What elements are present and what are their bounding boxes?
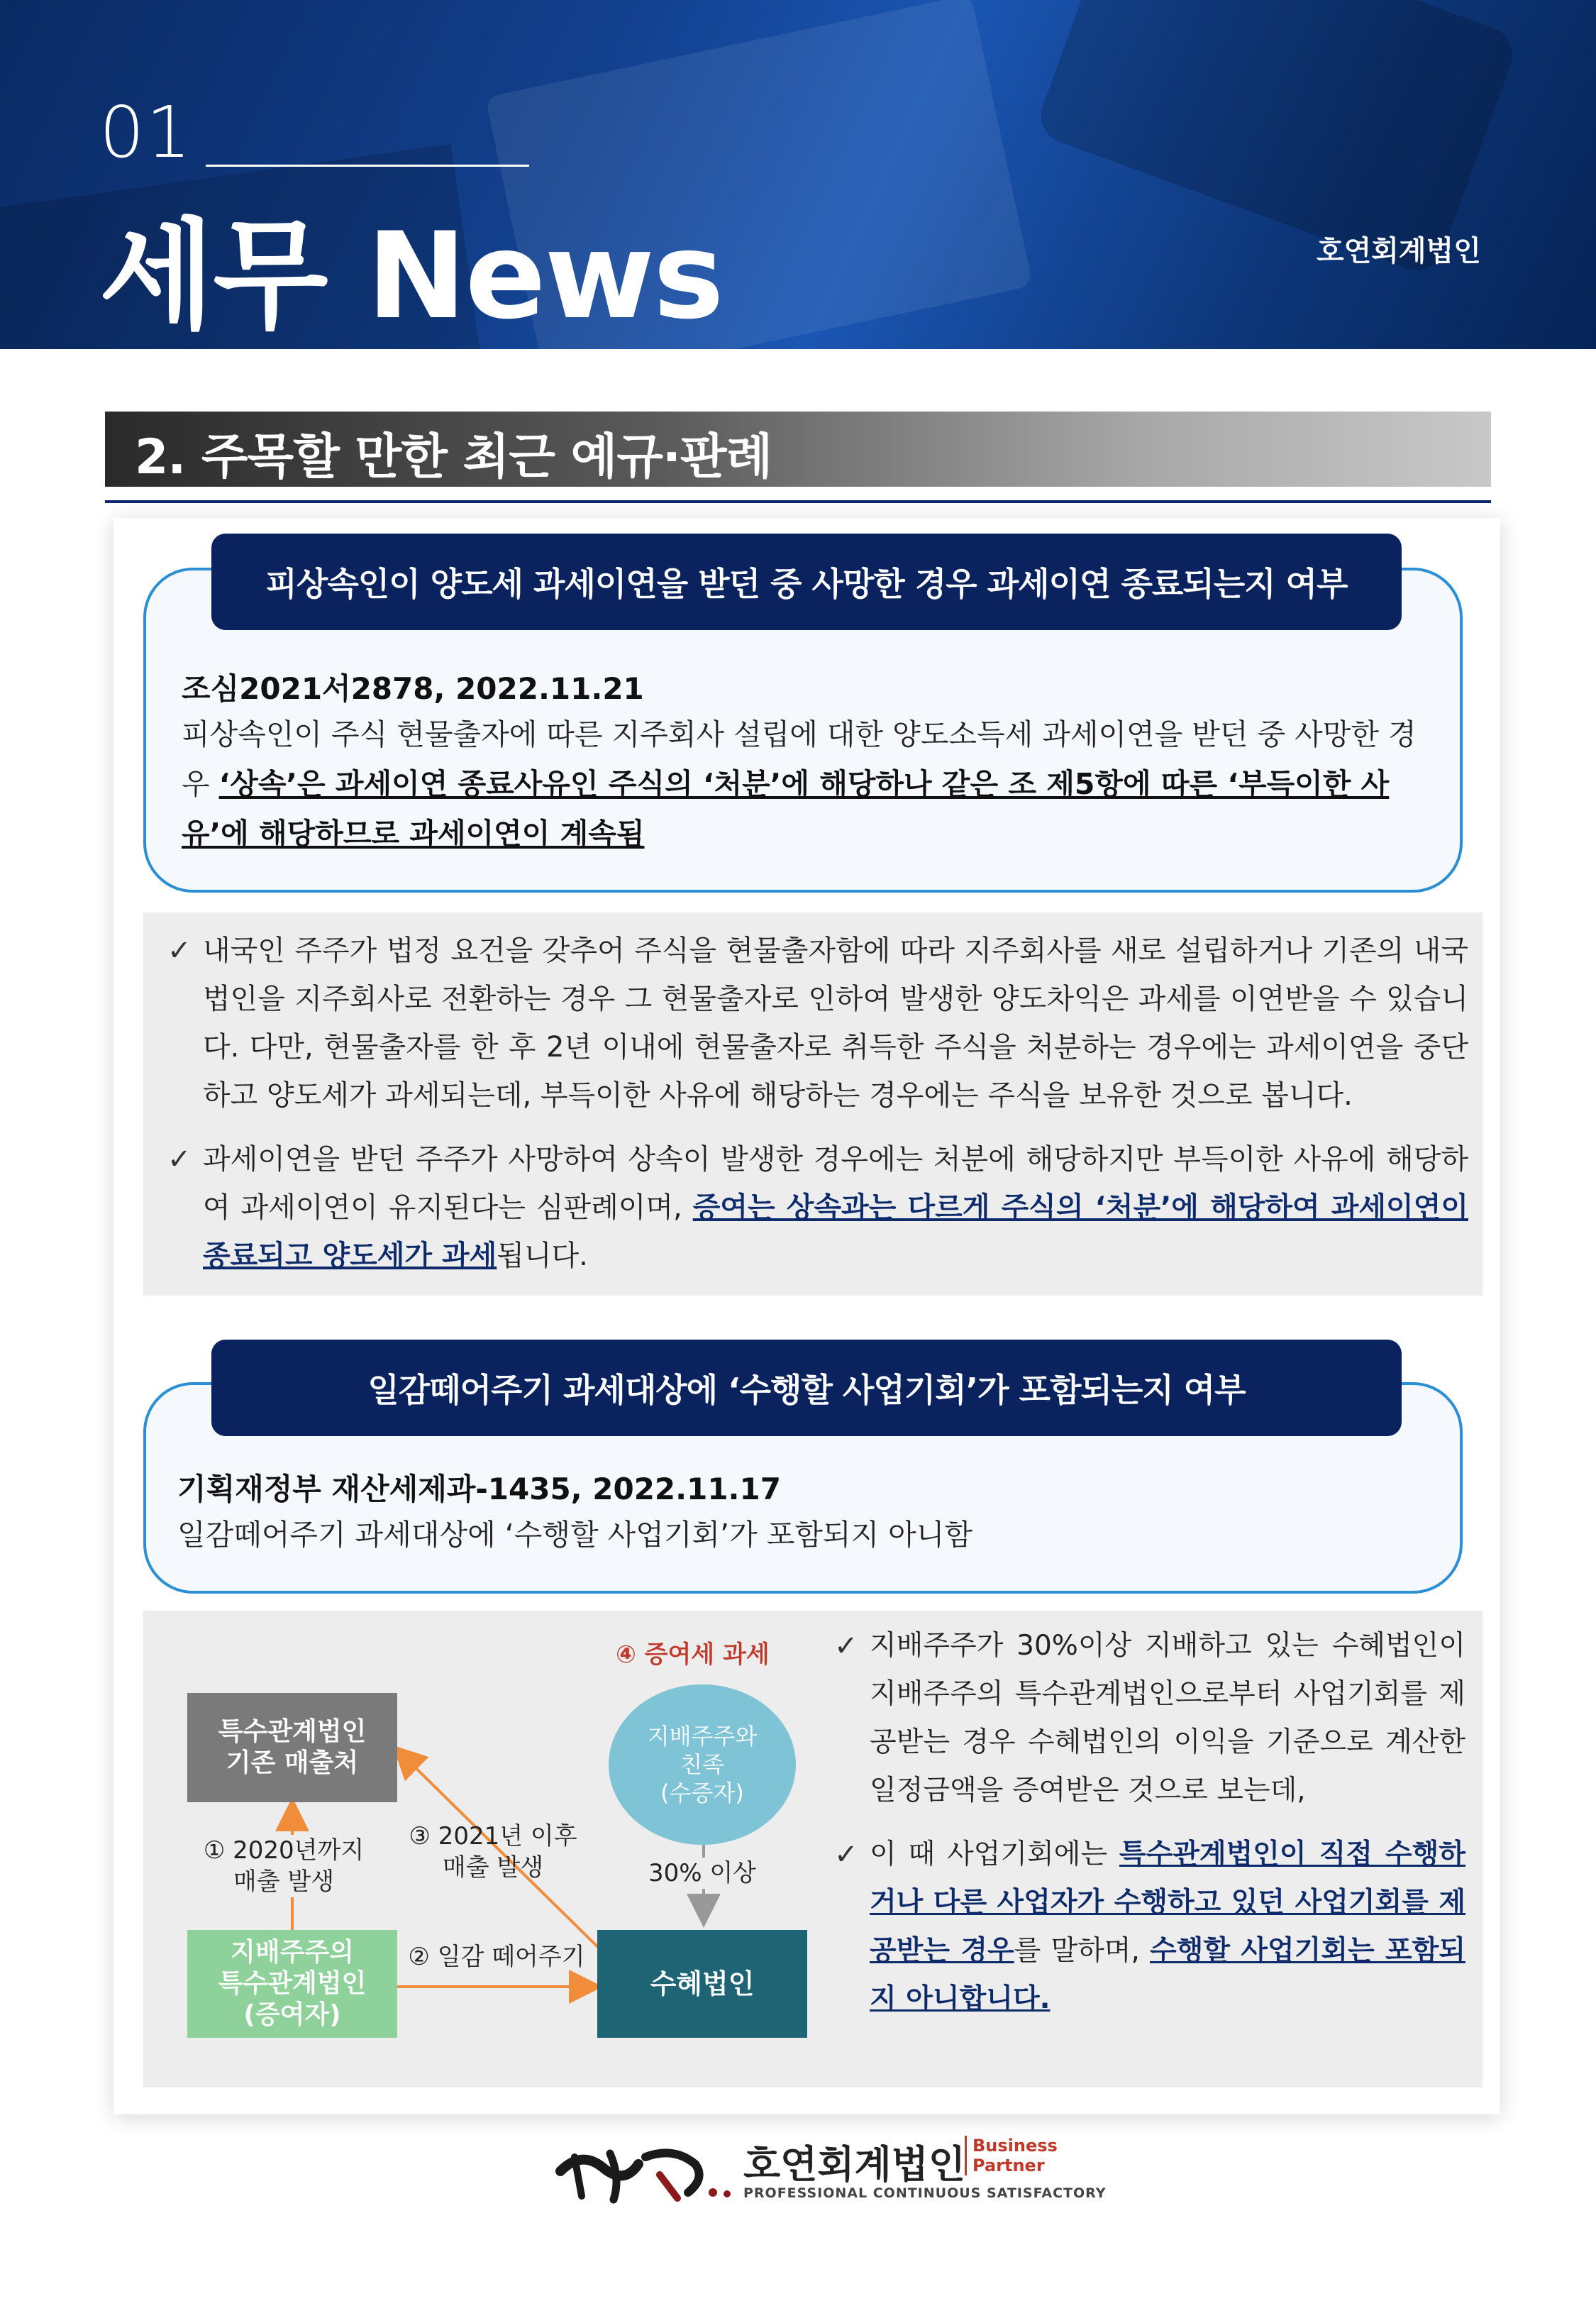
label-until-2020: ① 2020년까지 매출 발생: [192, 1835, 376, 1897]
gift-tax-label: [616, 1635, 770, 1670]
case1-bullet-list: [167, 927, 1468, 1280]
bullet-text-plain: 과세이연을 받던 주주가 사망하여 상속이 발생한 경우에는 처분에 해당하지만 부득이한 사유에 해당하여 과세이연이 유지된다는 심판례이며,: [203, 1143, 1468, 1224]
box-existing-customer: 특수관계법인 기존 매출처: [187, 1693, 397, 1802]
calligraphy-logo-icon: [553, 2136, 738, 2207]
list-item: [167, 1135, 1468, 1280]
circle-controlling-shareholder: 지배주주와 친족 (수증자): [609, 1684, 796, 1845]
checkmark-icon: ✓: [167, 934, 192, 967]
page-title: 세무 News: [99, 206, 723, 346]
checkmark-icon: ✓: [834, 1838, 858, 1871]
footer-firm-name: 호연회계법인: [743, 2142, 965, 2187]
bullet-text-tail: 됩니다.: [497, 1240, 588, 1272]
list-item: [834, 1831, 1465, 2024]
section-divider: [105, 500, 1491, 503]
case2-title: 일감떼어주기 과세대상에 ‘수행할 사업기회’가 포함되는지 여부: [367, 1371, 1246, 1409]
section-title: 2. 주목할 만한 최근 예규·판례: [135, 429, 772, 485]
case2-summary: 일감떼어주기 과세대상에 ‘수행할 사업기회’가 포함되지 아니함: [177, 1518, 972, 1552]
bullet-text-underlined: 수행할 사업기회는 포함되지 아니합니다.: [870, 1935, 1466, 2015]
case1-reference: 조심2021서2878, 2022.11.21: [182, 671, 644, 706]
label-after-2021: ③ 2021년 이후 매출 발생: [409, 1822, 577, 1882]
bullet-text-middle: 를 말하며,: [1014, 1935, 1150, 1967]
case1-title-pill: [211, 534, 1402, 630]
label-30pct: 30% 이상: [624, 1858, 780, 1889]
case1-summary-plain: 피상속인이 주식 현물출자에 따른 지주회사 설립에 대한 양도소득세 과세이연을 받던 중 사망한 경우: [182, 717, 1417, 801]
header-firm-name: 호연회계법인: [1317, 235, 1481, 267]
bullet-text: 내국인 주주가 법정 요건을 갖추어 주식을 현물출자함에 따라 지주회사를 새로 설립하거나 기존의 내국법인을 지주회사로 전환하는 경우 그 현물출자로 인하여 발생한 양도차익은 과세를 이연받을 수 있습니다. 다만, 현물출자를 한 후 2년 이내에 현물출자로 취득한 주식을 처분하는 경우에는 과세이연을 중단하고 양도세가 과세되는데, 부득이한 사유에 해당하는 경우에는 주식을 보유한 것으로 봅니다.: [203, 934, 1468, 1112]
list-item: [167, 927, 1468, 1120]
bullet-text-plain: 이 때 사업기회에는: [870, 1838, 1119, 1870]
footer-badge: Business Partner: [965, 2136, 1058, 2175]
gift-tax-label-text: ④ 증여세 과세: [616, 1640, 770, 1669]
issue-number: 01: [99, 91, 193, 174]
box-donor: 지배주주의 특수관계법인 (증여자): [187, 1930, 397, 2038]
case1-title: 피상속인이 양도세 과세이연을 받던 중 사망한 경우 과세이연 종료되는지 여부: [265, 565, 1348, 603]
case2-reference: 기획재정부 재산세제과-1435, 2022.11.17: [177, 1472, 781, 1506]
bullet-text: 지배주주가 30%이상 지배하고 있는 수혜법인이 지배주주의 특수관계법인으로부터 사업기회를 제공받는 경우 수혜법인의 이익을 기준으로 계산한 일정금액을 증여받은 것으로 보는데,: [870, 1630, 1465, 1806]
case1-summary: [182, 710, 1430, 859]
issue-underline: [206, 165, 529, 167]
case2-title-pill: [211, 1340, 1402, 1436]
bullet-text-underlined: 증여는 상속과는 다르게 주식의 ‘처분’에 해당하여 과세이연이 종료되고 양도세가 과세: [203, 1191, 1468, 1272]
bullet-text: [203, 1135, 1468, 1280]
case2-bullet-list: [834, 1622, 1465, 2024]
box-beneficiary: 수혜법인: [597, 1930, 807, 2038]
checkmark-icon: ✓: [167, 1143, 192, 1176]
list-item: [834, 1622, 1465, 1815]
footer-tagline: PROFESSIONAL CONTINUOUS SATISFACTORY: [743, 2185, 1107, 2201]
checkmark-icon: ✓: [834, 1630, 858, 1662]
bullet-text: [870, 1831, 1465, 2024]
bullet-text-underlined: 특수관계법인이 직접 수행하거나 다른 사업자가 수행하고 있던 사업기회를 제공받는 경우: [870, 1838, 1465, 1967]
label-split: ② 일감 떼어주기: [408, 1943, 585, 1971]
case1-summary-underlined: ‘상속’은 과세이연 종료사유인 주식의 ‘처분’에 해당하나 같은 조 제5항에 따른 ‘부득이한 사유’에 해당하므로 과세이연이 계속됨: [182, 767, 1390, 851]
